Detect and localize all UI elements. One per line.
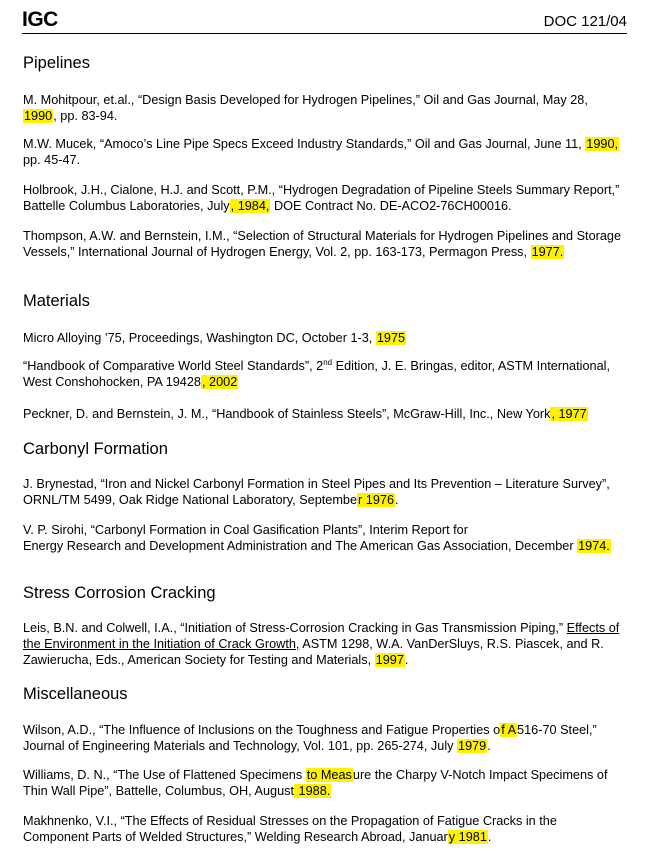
- reference-entry: Holbrook, J.H., Cialone, H.J. and Scott, P.M., “Hydrogen Degradation of Pipeline Steels Summary Report,” Battelle Columbus Laboratories, July, 1984, DOE Contract No. DE-ACO2-76CH00016.: [23, 183, 620, 213]
- reference-entry: J. Brynestad, “Iron and Nickel Carbonyl Formation in Steel Pipes and Its Prevention – Literature Survey”, ORNL/TM 5499, Oak Ridge National Laboratory, September 1976.: [23, 477, 610, 507]
- highlight: 1974.: [578, 539, 610, 553]
- reference-entry: Micro Alloying ’75, Proceedings, Washington DC, October 1-3, 1975: [23, 331, 406, 345]
- document-number: DOC 121/04: [543, 13, 627, 30]
- highlight: 1997: [375, 653, 404, 667]
- reference-entry: Wilson, A.D., “The Influence of Inclusions on the Toughness and Fatigue Properties of A516-70 Steel,” Journal of Engineering Materials and Technology, Vol. 101, pp. 265-274, July 1979.: [23, 723, 597, 753]
- reference-entry: “Handbook of Comparative World Steel Standards”, 2nd Edition, J. E. Bringas, editor, ASTM International, West Conshohocken, PA 19428, 2002: [23, 357, 610, 389]
- highlight: 1988.: [295, 784, 331, 798]
- reference-entry: Makhnenko, V.I., “The Effects of Residual Stresses on the Propagation of Fatigue Cracks in the Component Parts of Welded Structures,” Welding Research Abroad, January 1981.: [23, 814, 557, 844]
- reference-entry: Thompson, A.W. and Bernstein, I.M., “Selection of Structural Materials for Hydrogen Pipelines and Storage Vessels,” International Journal of Hydrogen Energy, Vol. 2, pp. 163-173, Permagon Press, 1977.: [23, 229, 622, 259]
- highlight: y 1981: [448, 830, 487, 844]
- page-header: [22, 6, 627, 34]
- highlight: to Meas: [306, 768, 352, 782]
- igc-logo: IGC: [22, 8, 58, 31]
- reference-entry: V. P. Sirohi, “Carbonyl Formation in Coal Gasification Plants”, Interim Report for Energy Research and Development Administration and The American Gas Association, December 1974.: [23, 523, 610, 553]
- highlight: , 1984,: [230, 199, 270, 213]
- highlight: 1990: [24, 109, 53, 123]
- underlined-title: Effects of the Environment in the Initiation of Crack Growth,: [23, 621, 620, 651]
- highlight: 1990,: [586, 137, 619, 151]
- highlight: r 1976: [358, 493, 395, 507]
- section-heading-stress-corrosion-cracking: Stress Corrosion Cracking: [23, 584, 216, 602]
- reference-entry: Leis, B.N. and Colwell, I.A., “Initiation of Stress-Corrosion Cracking in Gas Transmission Piping,” Effects of the Environment in the Initiation of Crack Growth, ASTM 1298, W.A. VanDerSluys, R.S. Piascek, and R. Zawierucha, Eds., American Society for Testing and Materials, 1997.: [23, 621, 620, 667]
- highlight: 1975: [376, 331, 406, 345]
- highlight: 1977.: [531, 245, 564, 259]
- section-heading-pipelines: Pipelines: [23, 54, 90, 72]
- reference-entry: Williams, D. N., “The Use of Flattened Specimens to Measure the Charpy V-Notch Impact Specimens of Thin Wall Pipe”, Battelle, Columbus, OH, August 1988.: [23, 768, 608, 798]
- section-heading-carbonyl-formation: Carbonyl Formation: [23, 440, 168, 458]
- reference-entry: M.W. Mucek, “Amoco’s Line Pipe Specs Exceed Industry Standards,” Oil and Gas Journal, June 11, 1990, pp. 45-47.: [23, 137, 619, 167]
- highlight: , 1977: [551, 407, 587, 421]
- section-heading-miscellaneous: Miscellaneous: [23, 685, 128, 703]
- highlight: 1979: [458, 739, 487, 753]
- highlight: f A: [501, 723, 517, 737]
- reference-entry: Peckner, D. and Bernstein, J. M., “Handbook of Stainless Steels”, McGraw-Hill, Inc., New York, 1977: [23, 407, 587, 421]
- section-heading-materials: Materials: [23, 292, 90, 310]
- highlight: , 2002: [201, 375, 238, 389]
- reference-entry: M. Mohitpour, et.al., “Design Basis Developed for Hydrogen Pipelines,” Oil and Gas Journal, May 28, 1990, pp. 83-94.: [23, 93, 588, 123]
